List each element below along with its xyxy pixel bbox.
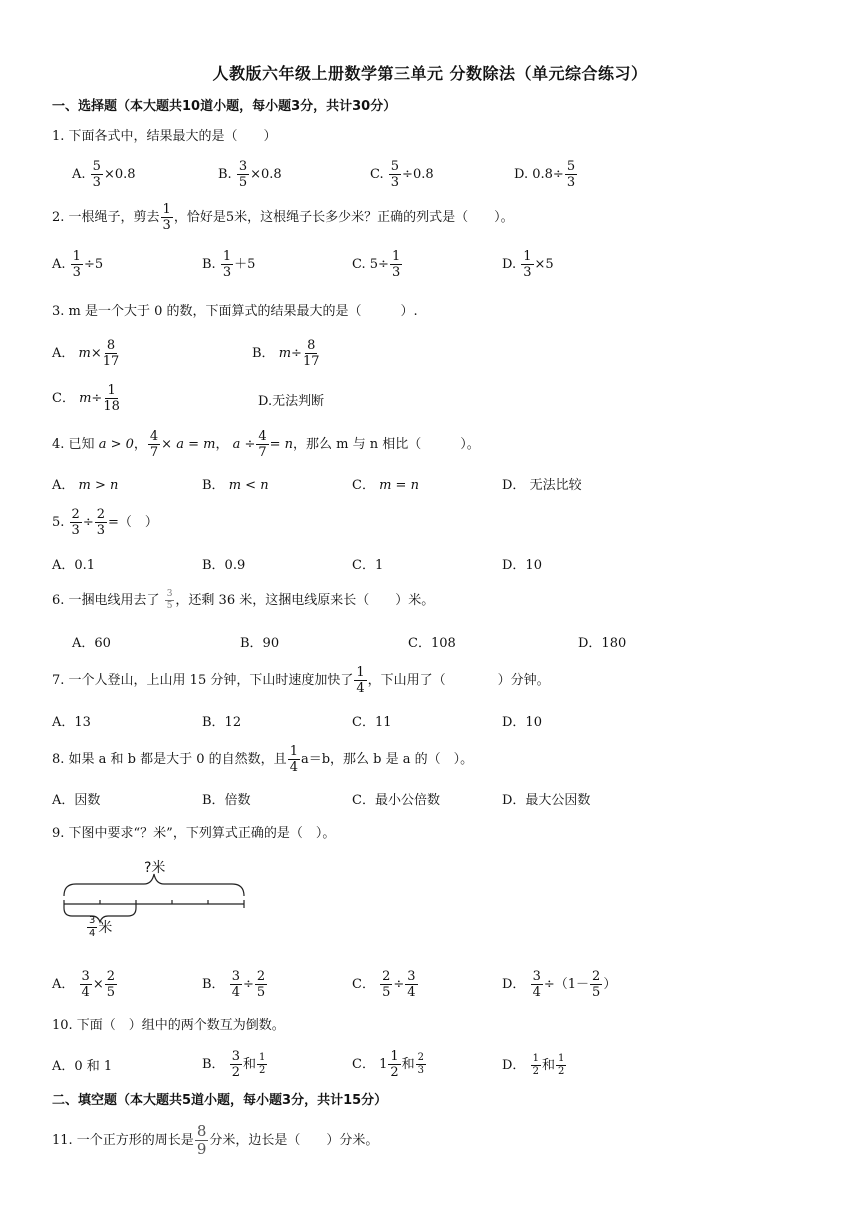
fraction: $\frac{5}{3}$ [92,159,101,190]
page-title: 人教版六年级上册数学第三单元 分数除法（单元综合练习） [212,64,648,83]
q7-option-c[interactable]: C．11 [352,715,392,730]
q7-option-b[interactable]: B．12 [202,715,242,730]
q5-option-d[interactable]: D．10 [502,558,542,573]
q1-option-a[interactable]: A. $\frac{5}{3}$ ×0.8 [72,159,136,190]
q1-option-b[interactable]: B. $\frac{3}{5}$ ×0.8 [218,159,282,190]
q1-option-c[interactable]: C. $\frac{5}{3}$ ÷0.8 [370,159,434,190]
q8-option-a[interactable]: A．因数 [52,793,101,808]
q5-option-b[interactable]: B．0.9 [202,558,246,573]
q9-option-b[interactable]: B． $\frac{3}{4}$ ÷ $\frac{2}{5}$ [202,969,266,1000]
q2-option-b[interactable]: B. $\frac{1}{3}$ ＋5 [202,249,256,280]
q5-option-c[interactable]: C．1 [352,558,384,573]
question-10-stem: 10. 下面（ ）组中的两个数互为倒数。 [52,1018,285,1033]
diagram-top-label: ?米 [144,860,166,876]
q3-option-d[interactable]: D.无法判断 [258,394,325,409]
fraction: $\frac{5}{3}$ [566,159,576,190]
q6-option-b[interactable]: B．90 [240,636,280,651]
q10-option-a[interactable]: A．0 和 1 [52,1059,113,1074]
q7-option-d[interactable]: D．10 [502,715,542,730]
question-9-stem: 9. 下图中要求“？米”，下列算式正确的是（ ）。 [52,826,336,841]
question-5-stem: 5. $\frac{2}{3}$ ÷ $\frac{2}{3}$ =（ ） [52,507,158,538]
q3-option-c[interactable]: C． m ÷ $\frac{1}{18}$ [52,383,120,414]
q4-option-c[interactable]: C． m = n [352,478,419,493]
section-heading-choice: 一、选择题（本大题共10道小题，每小题3分，共计30分） [52,99,397,114]
fraction: $\frac{5}{3}$ [390,159,400,190]
diagram-bottom-label: $\frac{3}{4}$ 米 [89,915,113,939]
q3-option-b[interactable]: B． m ÷ $\frac{8}{17}$ [252,338,320,369]
q4-option-a[interactable]: A． m > n [52,478,119,493]
q2-option-d[interactable]: D. $\frac{1}{3}$ ×5 [502,249,554,280]
q10-option-c[interactable]: C． 1 $\frac{1}{2}$ 和 $\frac{2}{3}$ [352,1049,425,1080]
question-8-stem: 8. 如果 a 和 b 都是大于 0 的自然数，且 $\frac{1}{4}$ a＝b，那么 b 是 a 的（ ）。 [52,744,474,775]
q6-option-c[interactable]: C．108 [408,636,456,651]
q7-option-a[interactable]: A．13 [52,715,91,730]
q8-option-c[interactable]: C．最小公倍数 [352,793,440,808]
fraction: $\frac{3}{5}$ [238,159,248,190]
q10-option-b[interactable]: B． $\frac{3}{2}$ 和 $\frac{1}{2}$ [202,1049,266,1080]
q8-option-b[interactable]: B．倍数 [202,793,251,808]
q9-option-d[interactable]: D． $\frac{3}{4}$ ÷（1－ $\frac{2}{5}$ ） [502,969,617,1000]
question-11-stem: 11. 一个正方形的周长是 $\frac{8}{9}$ 分米，边长是（ ）分米。 [52,1122,379,1158]
q2-option-a[interactable]: A. $\frac{1}{3}$ ÷5 [52,249,104,280]
q9-option-a[interactable]: A． $\frac{3}{4}$ × $\frac{2}{5}$ [52,969,115,1000]
question-4-stem: 4. 已知 a > 0 ， $\frac{4}{7}$ × a = m ， a ÷ $\frac{4}{7}$ = n ，那么 m 与 n 相比（ ）。 [52,429,480,460]
q1-option-d[interactable]: D. 0.8÷ $\frac{5}{3}$ [514,159,576,190]
q10-option-d[interactable]: D． $\frac{1}{2}$ 和 $\frac{1}{2}$ [502,1053,565,1077]
q8-option-d[interactable]: D．最大公因数 [502,793,591,808]
q9-option-c[interactable]: C． $\frac{2}{5}$ ÷ $\frac{3}{4}$ [352,969,416,1000]
question-1-stem: 1. 下面各式中，结果最大的是（ ） [52,129,277,144]
q6-option-d[interactable]: D．180 [578,636,627,651]
q2-option-c[interactable]: C. 5÷ $\frac{1}{3}$ [352,249,401,280]
q6-option-a[interactable]: A．60 [72,636,111,651]
question-7-stem: 7. 一个人登山，上山用 15 分钟，下山时速度加快了 $\frac{1}{4}$ ，下山用了（ ）分钟。 [52,665,550,696]
q4-option-b[interactable]: B． m < n [202,478,269,493]
question-2-stem: 2. 一根绳子，剪去 $\frac{1}{3}$ ，恰好是5米，这根绳子长多少米？正确的列式是（ ）。 [52,202,514,233]
question-3-stem: 3. m 是一个大于 0 的数，下面算式的结果最大的是（ ）. [52,304,418,319]
section-heading-fill: 二、填空题（本大题共5道小题，每小题3分，共计15分） [52,1093,388,1108]
question-6-stem: 6. 一捆电线用去了 $\frac{3}{5}$ ，还剩 36 米，这捆电线原来长（ ）米。 [52,589,435,611]
q4-option-d[interactable]: D． 无法比较 [502,478,582,493]
q3-option-a[interactable]: A． m × $\frac{8}{17}$ [52,338,120,369]
q5-option-a[interactable]: A．0.1 [52,558,96,573]
